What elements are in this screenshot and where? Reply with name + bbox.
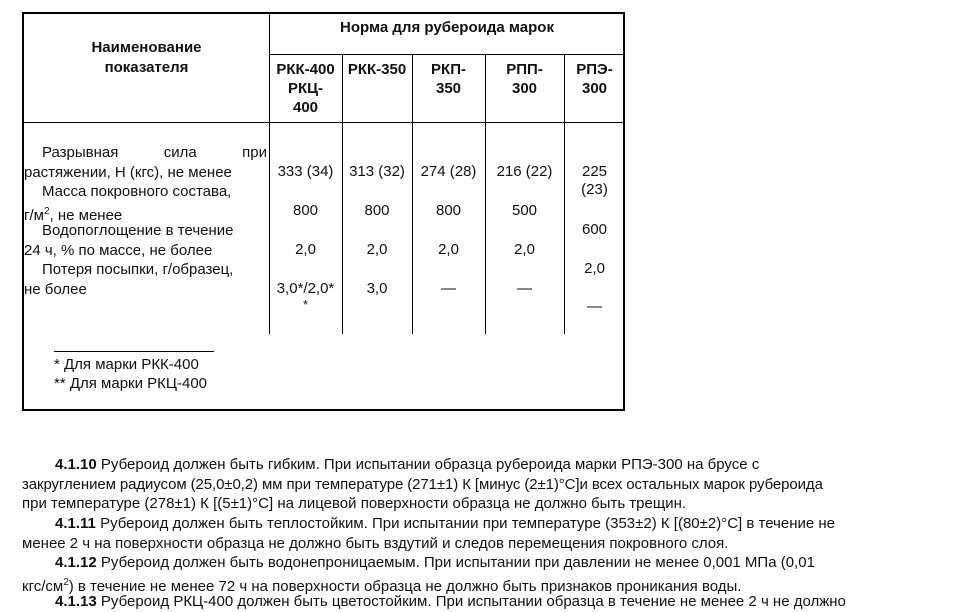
cell-r4-c1-extra: *	[302, 297, 309, 312]
cell-rpe-1: 225	[581, 163, 608, 180]
cell-r2-c1: 800	[292, 202, 319, 219]
divider-group-header	[269, 54, 625, 55]
col-header-rpe300: РПЭ- 300	[576, 61, 613, 97]
cell-r4-c2: 3,0	[366, 280, 388, 297]
col-header-rkk400: РКК-400 РКЦ- 400	[276, 61, 335, 116]
cell-r2-c3: 800	[435, 202, 462, 219]
cell-r4-c3: —	[441, 280, 456, 297]
cell-r3-c1: 2,0	[295, 241, 316, 258]
paragraph-4-1-12: 4.1.12 Рубероид должен быть водонепроницаемым. При испытании при давлении не менее 0,001 МПа (0,01 кгс/$см^2$) в течение не менее 72 ч на поверхности образца не должно быть признаков проникания воды.	[22, 554, 815, 595]
norms-table	[22, 12, 625, 411]
group-header: Норма для рубероида марок	[340, 19, 554, 36]
divider-header-bottom	[24, 122, 625, 123]
row-label-mass: Масса покровного состава, $г/м^2$, не менее	[24, 183, 232, 224]
cell-r3-c2: 2,0	[366, 241, 388, 258]
clause-number: 4.1.11	[55, 515, 96, 532]
col-header-rpp300: РПП- 300	[506, 61, 543, 97]
footnote-1: * Для марки РКК-400	[54, 356, 199, 373]
row-label-tensile: Разрывная сила при растяжении, Н (кгс), не менее	[24, 144, 267, 181]
cell-r3-c3: 2,0	[438, 241, 459, 258]
cell-r4-c1: 3,0*/2,0*	[276, 280, 335, 297]
cell-r4-c4: —	[517, 280, 532, 297]
paragraph-4-1-11: 4.1.11 Рубероид должен быть теплостойким. При испытании при температуре (353±2) К [(80±2)°С] в течение не менее 2 ч на поверхности образца не должно быть вздутий и следов перемещения покровного слоя.	[22, 515, 835, 552]
cell-rpe-3: 600	[581, 221, 608, 238]
col-header-rkk350: РКК-350	[347, 61, 407, 78]
clause-number: 4.1.13	[55, 593, 97, 610]
paragraph-4-1-10: 4.1.10 Рубероид должен быть гибким. При испытании образца рубероида марки РПЭ-300 на брусе с закруглением радиусом (25,0±0,2) мм при температуре (271±1) К [минус (2±1)°С]и всех остальных марок рубероида при температуре (278±1) К [(5±1)°С] на лицевой поверхности образца не должно быть трещин.	[22, 456, 823, 512]
row-label-water: Водопоглощение в течение 24 ч, % по массе, не более	[24, 222, 234, 259]
name-header-line-2: показателя	[104, 59, 189, 76]
cell-r1-c3: 274 (28)	[420, 163, 477, 180]
name-header-line-1: Наименование	[91, 39, 202, 56]
cell-r1-c1: 333 (34)	[277, 163, 334, 180]
cell-rpe-5: —	[587, 298, 602, 315]
footnote-2: ** Для марки РКЦ-400	[54, 375, 208, 392]
cell-r1-c2: 313 (32)	[349, 163, 405, 180]
cell-rpe-4: 2,0	[584, 260, 605, 277]
clause-number: 4.1.12	[55, 554, 97, 571]
cell-rpe-2: (23)	[581, 181, 608, 198]
cell-r2-c2: 800	[364, 202, 390, 219]
cell-r3-c4: 2,0	[514, 241, 535, 258]
col-header-rkp350: РКП- 350	[431, 61, 466, 97]
clause-number: 4.1.10	[55, 456, 97, 473]
row-label-loss: Потеря посыпки, г/образец, не более	[24, 261, 234, 298]
footnote-separator	[54, 351, 214, 352]
cell-r1-c4: 216 (22)	[496, 163, 553, 180]
paragraph-4-1-13: 4.1.13 Рубероид РКЦ-400 должен быть цветостойким. При испытании образца в течение не менее 2 ч не должно	[55, 593, 846, 610]
cell-r2-c4: 500	[511, 202, 538, 219]
